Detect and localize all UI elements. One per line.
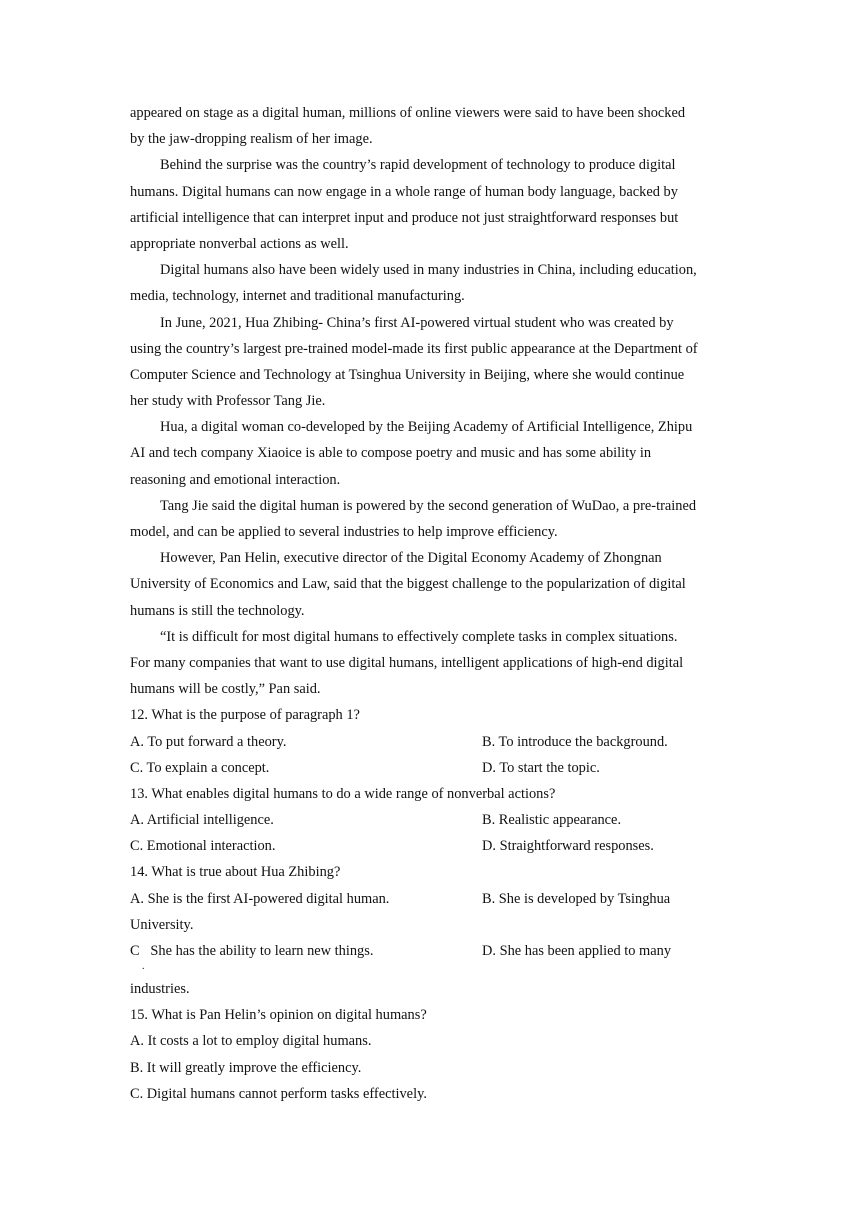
question-14-stem: 14. What is true about Hua Zhibing? (130, 864, 341, 881)
question-14-option-c (130, 938, 373, 964)
question-13-option-d: D. Straightforward responses. (482, 838, 654, 855)
passage-line: her study with Professor Tang Jie. (130, 393, 326, 410)
passage-line: AI and tech company Xiaoice is able to compose poetry and music and has some ability in (130, 445, 652, 462)
question-14-option-c-letter: C (130, 943, 140, 959)
question-14-option-a: A. She is the first AI-powered digital human. (130, 890, 390, 907)
passage-line: Hua, a digital woman co-developed by the Beijing Academy of Artificial Intelligence, Zhipu (160, 419, 693, 436)
passage-line: Tang Jie said the digital human is powered by the second generation of WuDao, a pre-trained (160, 497, 697, 514)
passage-line: However, Pan Helin, executive director of the Digital Economy Academy of Zhongnan (160, 550, 662, 567)
question-14-option-d: D. She has been applied to many (482, 943, 672, 959)
question-13-option-b: B. Realistic appearance. (482, 812, 622, 829)
passage-line: humans. Digital humans can now engage in a whole range of human body language, backed by (130, 183, 678, 200)
passage-line: media, technology, internet and traditional manufacturing. (130, 288, 465, 305)
question-13-option-c: C. Emotional interaction. (130, 838, 276, 855)
question-13-options-row-1 (130, 807, 735, 833)
passage-line: reasoning and emotional interaction. (130, 471, 341, 488)
question-14-option-b-continued: University. (130, 916, 194, 933)
question-14-options-row-2 (130, 938, 735, 976)
passage-line: In June, 2021, Hua Zhibing- China’s first AI-powered virtual student who was created by (160, 314, 674, 331)
passage-line: Behind the surprise was the country’s rapid development of technology to produce digital (160, 157, 676, 174)
passage-line: For many companies that want to use digital humans, intelligent applications of high-end digital (130, 654, 684, 671)
question-15-option-a: A. It costs a lot to employ digital humans. (130, 1033, 372, 1050)
passage-line: Digital humans also have been widely used in many industries in China, including education, (160, 262, 697, 279)
question-14-options-row-1 (130, 886, 735, 912)
question-12-option-d: D. To start the topic. (482, 759, 600, 776)
question-12-options-row-2 (130, 755, 735, 781)
passage-line: appeared on stage as a digital human, millions of online viewers were said to have been shocked (130, 105, 686, 121)
passage-line: artificial intelligence that can interpret input and produce not just straightforward responses but (130, 209, 679, 226)
passage-line: using the country’s largest pre-trained model-made its first public appearance at the Department of (130, 340, 698, 357)
passage-line: model, and can be applied to several industries to help improve efficiency. (130, 524, 558, 540)
passage-line: by the jaw-dropping realism of her image. (130, 131, 373, 148)
question-15-option-c: C. Digital humans cannot perform tasks effectively. (130, 1085, 427, 1102)
passage-line: University of Economics and Law, said that the biggest challenge to the popularization of digital (130, 576, 686, 593)
question-13-stem: 13. What enables digital humans to do a wide range of nonverbal actions? (130, 785, 556, 802)
passage-line: “It is difficult for most digital humans to effectively complete tasks in complex situations. (160, 628, 678, 645)
question-14-option-d-continued: industries. (130, 981, 190, 997)
question-14-option-c-text: She has the ability to learn new things. (150, 943, 374, 959)
question-14-option-b: B. She is developed by Tsinghua (482, 890, 671, 907)
question-12-option-c: C. To explain a concept. (130, 759, 270, 776)
question-13-option-a: A. Artificial intelligence. (130, 812, 274, 829)
question-15-stem: 15. What is Pan Helin’s opinion on digital humans? (130, 1007, 427, 1024)
question-12-option-a: A. To put forward a theory. (130, 733, 287, 750)
question-14-option-c-dot: . (142, 961, 145, 972)
question-13-options-row-2 (130, 833, 735, 859)
passage-line: humans is still the technology. (130, 602, 305, 619)
question-12-options-row-1 (130, 729, 735, 755)
question-12-stem: 12. What is the purpose of paragraph 1? (130, 707, 360, 724)
question-12-option-b: B. To introduce the background. (482, 733, 668, 750)
passage-line: humans will be costly,” Pan said. (130, 681, 321, 698)
passage-line: Computer Science and Technology at Tsinghua University in Beijing, where she would continue (130, 366, 685, 383)
question-15-option-b: B. It will greatly improve the efficiency. (130, 1059, 362, 1076)
passage-line: appropriate nonverbal actions as well. (130, 235, 349, 252)
document-page (130, 100, 735, 1107)
